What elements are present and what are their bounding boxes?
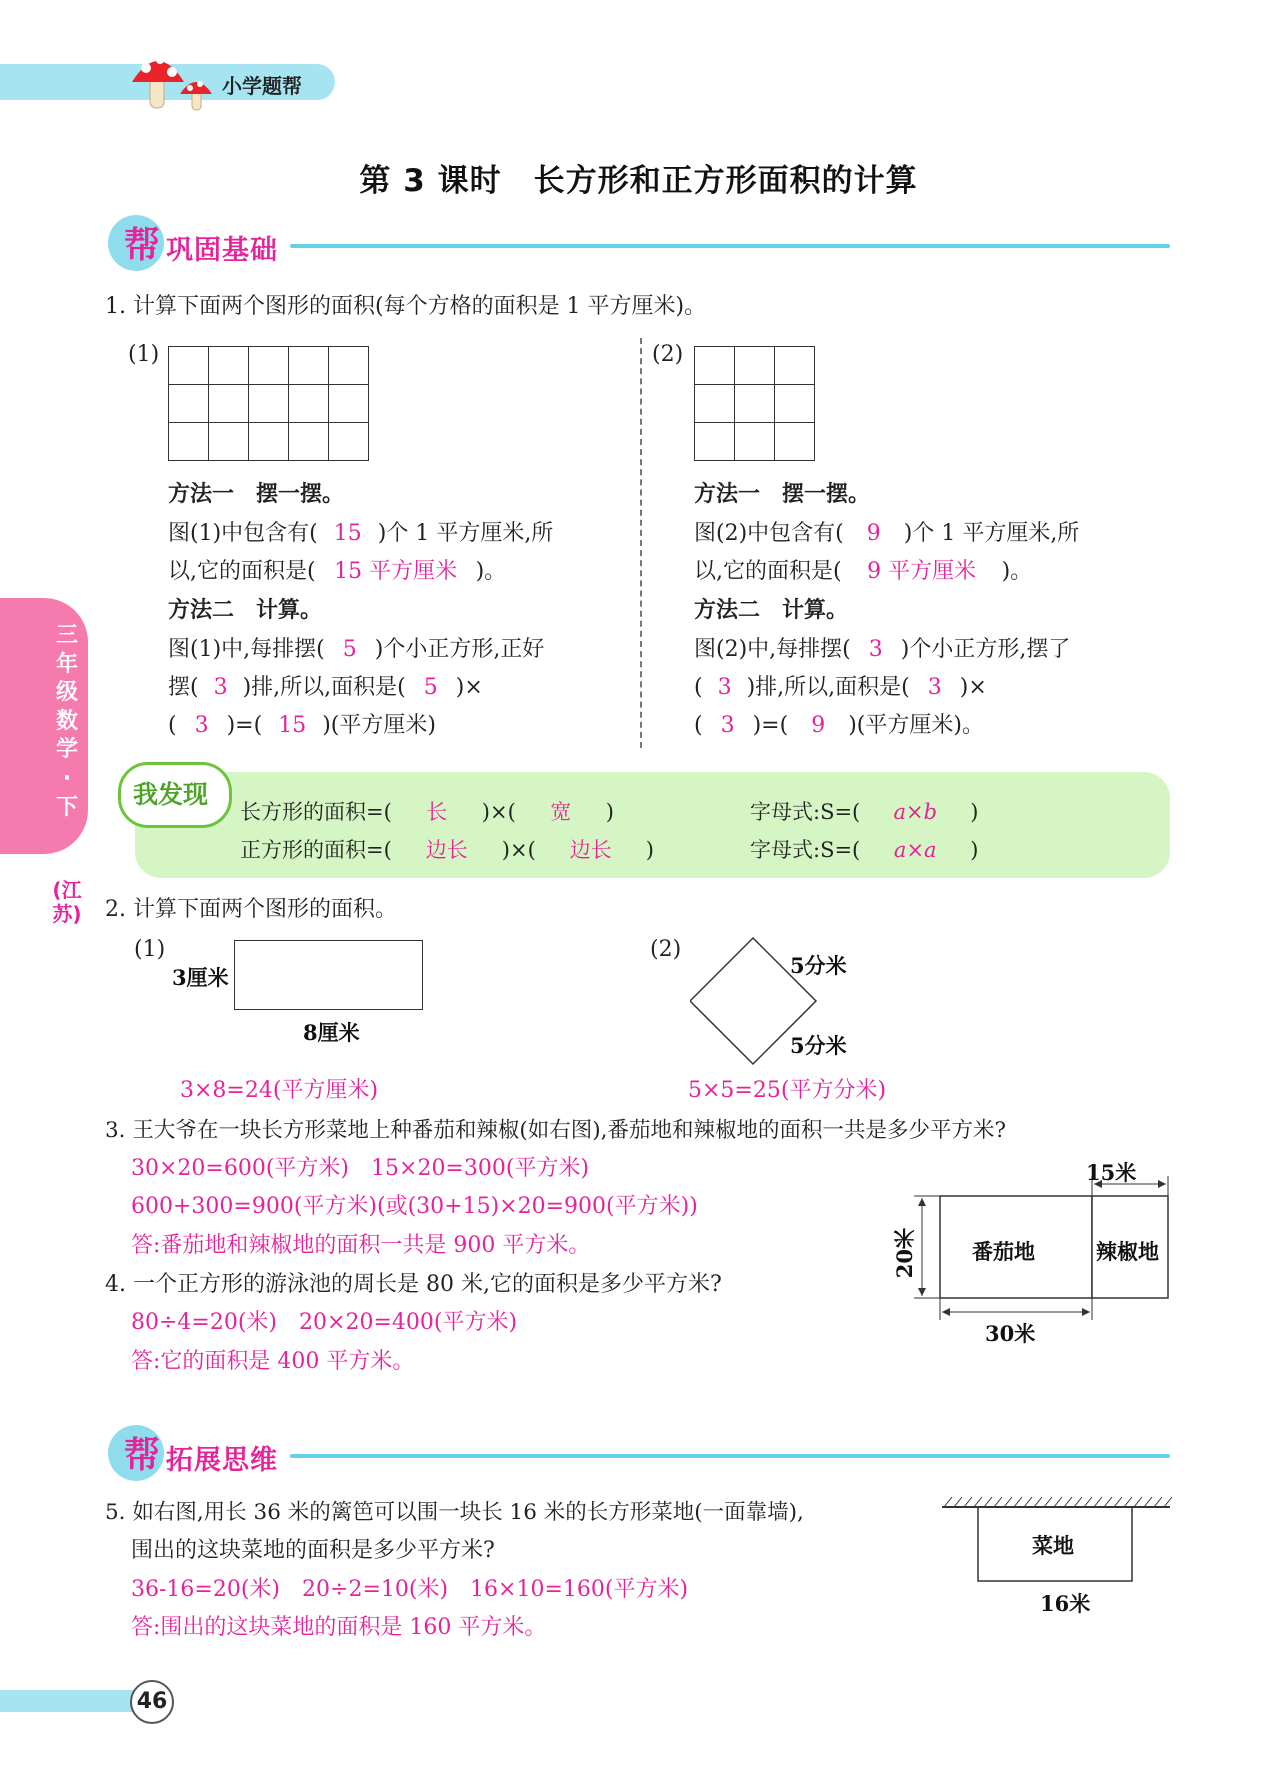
section-title: 巩固基础: [166, 235, 278, 266]
q2-answer-1: 3×8=24(平方厘米): [180, 1078, 379, 1103]
text: )排,所以,面积是(: [746, 675, 910, 700]
discover-formula-1: [750, 800, 978, 825]
answer: 宽: [550, 800, 572, 824]
text: 以,它的面积是(: [694, 559, 842, 584]
grid-row: [695, 347, 815, 385]
grid-cell: [695, 347, 735, 385]
grid-cell: [249, 423, 289, 461]
square-side-label: 5分米: [790, 1033, 847, 1058]
rectangle-figure: [234, 940, 423, 1010]
page-title: 第 3 课时 长方形和正方形面积的计算: [359, 163, 918, 199]
grid-cell: [695, 385, 735, 423]
q4-stem: 4. 一个正方形的游泳池的周长是 80 米,它的面积是多少平方米?: [105, 1272, 722, 1297]
grid-row: [169, 347, 369, 385]
text: )个 1 平方厘米,所: [377, 521, 554, 546]
method-one: 方法一 摆一摆。: [694, 482, 871, 507]
grid-cell: [775, 423, 815, 461]
grid-cell: [695, 423, 735, 461]
section-big-char: 帮: [124, 1435, 161, 1476]
text: )×(: [481, 800, 516, 824]
text: )。: [475, 559, 507, 584]
answer: 15: [333, 521, 362, 546]
plot-tomato-label: 番茄地: [972, 1239, 1035, 1264]
grid-figure: [694, 346, 815, 461]
text: )个小正方形,摆了: [900, 637, 1071, 662]
q1-left-line2: [168, 559, 506, 585]
text: 图(2)中,每排摆(: [694, 637, 851, 662]
section-title: 拓展思维: [166, 1445, 278, 1476]
q2-stem: 2. 计算下面两个图形的面积。: [105, 897, 397, 922]
grid-cell: [289, 385, 329, 423]
method-two: 方法二 计算。: [168, 598, 323, 623]
text: (: [168, 713, 177, 738]
text: (: [694, 713, 703, 738]
discover-row-1: [240, 800, 614, 825]
page-number: 46: [130, 1680, 174, 1724]
grid-cell: [169, 385, 209, 423]
side-region: (江苏): [52, 878, 82, 926]
grid-cell: [329, 347, 369, 385]
q1-left-line4: [168, 675, 483, 701]
section-divider: [290, 1454, 1170, 1458]
text: 图(1)中,每排摆(: [168, 637, 325, 662]
grid-cell: [209, 347, 249, 385]
column-divider: [640, 338, 642, 748]
q5-stem-1: 5. 如右图,用长 36 米的篱笆可以围一块长 16 米的长方形菜地(一面靠墙),: [105, 1500, 804, 1525]
grid-figure: [168, 346, 369, 461]
text: ): [970, 838, 979, 862]
q3-stem: 3. 王大爷在一块长方形菜地上种番茄和辣椒(如右图),番茄地和辣椒地的面积一共是多少平方米?: [105, 1118, 1006, 1143]
text: 字母式:S=(: [750, 838, 861, 862]
rect-width-label: 8厘米: [303, 1020, 360, 1045]
grid-cell: [735, 347, 775, 385]
answer: 边长: [425, 838, 468, 862]
text: )个 1 平方厘米,所: [903, 521, 1080, 546]
q3-answer-3: 答:番茄地和辣椒地的面积一共是 900 平方米。: [131, 1233, 591, 1258]
dim-bottom-label: 30米: [985, 1321, 1036, 1346]
text: )(平方厘米): [322, 713, 436, 738]
section-big-char: 帮: [124, 225, 161, 266]
discover-row-2: [240, 838, 654, 863]
text: ): [605, 800, 614, 824]
q2-label-2: (2): [650, 937, 682, 962]
text: 摆(: [168, 675, 199, 700]
grid-cell: [249, 347, 289, 385]
text: )×: [959, 675, 987, 700]
answer: 长: [426, 800, 448, 824]
text: )排,所以,面积是(: [242, 675, 406, 700]
grid-row: [169, 423, 369, 461]
text: 以,它的面积是(: [168, 559, 316, 584]
section-divider: [290, 244, 1170, 248]
answer: a×a: [893, 838, 937, 862]
q1-left-label: (1): [128, 342, 160, 367]
q5-answer-2: 答:围出的这块菜地的面积是 160 平方米。: [131, 1615, 547, 1640]
text: 图(1)中包含有(: [168, 521, 318, 546]
q4-answer-2: 答:它的面积是 400 平方米。: [131, 1349, 415, 1374]
grid-row: [695, 423, 815, 461]
answer: 5: [423, 675, 438, 700]
discover-badge-text: 我发现: [133, 780, 209, 809]
grid-cell: [329, 423, 369, 461]
text: )×(: [501, 838, 536, 862]
square-side-label: 5分米: [790, 953, 847, 978]
q1-left-line3: [168, 637, 544, 663]
text: )×: [455, 675, 483, 700]
grid-cell: [169, 423, 209, 461]
text: ): [645, 838, 654, 862]
grid-row: [169, 385, 369, 423]
q1-right-line5: [694, 713, 984, 739]
plot-pepper-label: 辣椒地: [1096, 1239, 1159, 1264]
grid-cell: [735, 385, 775, 423]
dim-top-label: 15米: [1086, 1160, 1137, 1185]
q1-left-line5: [168, 713, 436, 739]
text: )(平方厘米)。: [848, 713, 984, 738]
q1-right-line3: [694, 637, 1070, 663]
answer: 9 平方厘米: [867, 559, 977, 584]
q1-left-line1: [168, 521, 553, 547]
answer: 9: [811, 713, 826, 738]
grid-cell: [209, 385, 249, 423]
q1-right-label: (2): [652, 342, 684, 367]
answer: 15: [278, 713, 307, 738]
text: 字母式:S=(: [750, 800, 861, 824]
text: )。: [1001, 559, 1033, 584]
q1-stem: 1. 计算下面两个图形的面积(每个方格的面积是 1 平方厘米)。: [105, 294, 707, 319]
text: )=(: [226, 713, 263, 738]
answer: a×b: [893, 800, 938, 824]
dim-side-label: 20米: [892, 1228, 917, 1279]
q3-answer-2: 600+300=900(平方米)(或(30+15)×20=900(平方米)): [131, 1194, 698, 1219]
method-one: 方法一 摆一摆。: [168, 482, 345, 507]
q2-label-1: (1): [134, 937, 166, 962]
grid-cell: [209, 423, 249, 461]
discover-formula-2: [750, 838, 978, 863]
q4-answer-1: 80÷4=20(米) 20×20=400(平方米): [131, 1310, 518, 1335]
mushroom-icon: [128, 44, 220, 116]
grid-cell: [329, 385, 369, 423]
answer: 9: [866, 521, 881, 546]
answer: 3: [213, 675, 228, 700]
grid-cell: [775, 385, 815, 423]
grid-cell: [735, 423, 775, 461]
answer: 边长: [569, 838, 612, 862]
brand-name: 小学题帮: [222, 74, 302, 98]
grid-cell: [169, 347, 209, 385]
grid-row: [695, 385, 815, 423]
rect-height-label: 3厘米: [172, 965, 229, 990]
text: ): [970, 800, 979, 824]
text: (: [694, 675, 703, 700]
side-grade: 三年级数学·下: [55, 623, 78, 820]
q5-stem-2: 围出的这块菜地的面积是多少平方米?: [131, 1538, 495, 1563]
q3-answer-1: 30×20=600(平方米) 15×20=300(平方米): [131, 1156, 590, 1181]
grid-cell: [249, 385, 289, 423]
grid-cell: [775, 347, 815, 385]
answer: 5: [342, 637, 357, 662]
q1-right-line2: [694, 559, 1032, 585]
text: )个小正方形,正好: [374, 637, 545, 662]
plot-length-label: 16米: [1040, 1591, 1091, 1616]
grid-cell: [289, 347, 329, 385]
q1-right-line1: [694, 521, 1079, 547]
grid-cell: [289, 423, 329, 461]
answer: 3: [194, 713, 209, 738]
answer: 15 平方厘米: [334, 559, 458, 584]
answer: 3: [720, 713, 735, 738]
text: 图(2)中包含有(: [694, 521, 844, 546]
q5-answer-1: 36-16=20(米) 20÷2=10(米) 16×10=160(平方米): [131, 1577, 689, 1602]
plot-label: 菜地: [1032, 1533, 1074, 1558]
answer: 3: [868, 637, 883, 662]
text: 长方形的面积=(: [240, 800, 392, 824]
text: )=(: [752, 713, 789, 738]
q1-right-line4: [694, 675, 987, 701]
answer: 3: [717, 675, 732, 700]
text: 正方形的面积=(: [240, 838, 392, 862]
method-two: 方法二 计算。: [694, 598, 849, 623]
q2-answer-2: 5×5=25(平方分米): [688, 1078, 887, 1103]
answer: 3: [927, 675, 942, 700]
